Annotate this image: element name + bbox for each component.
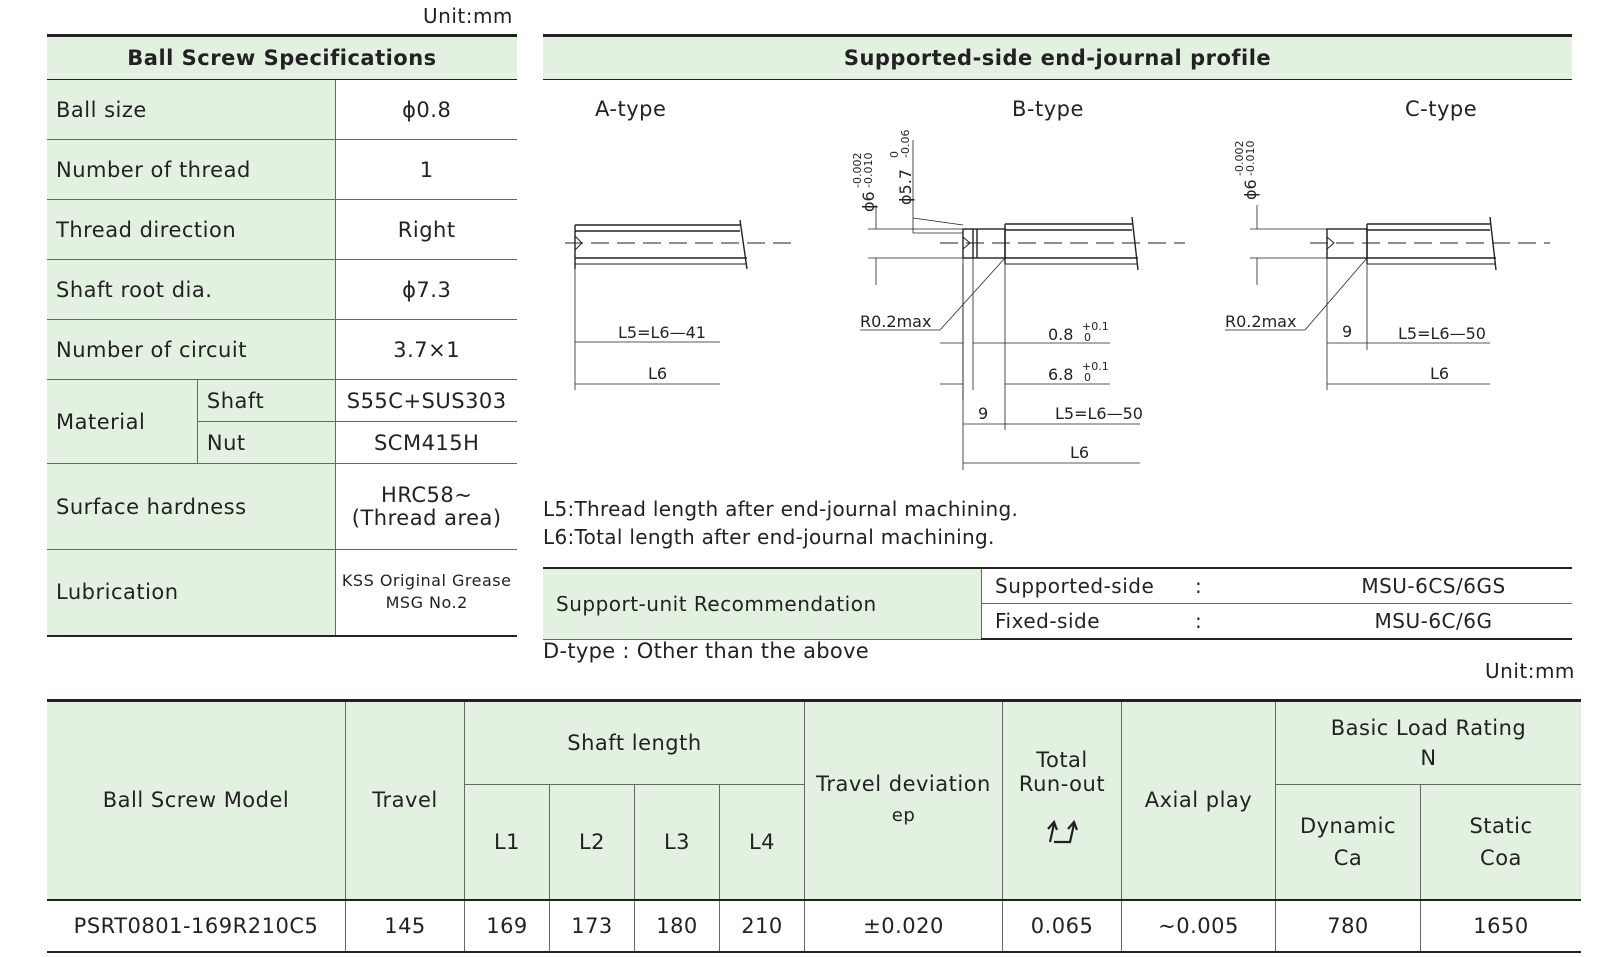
spec-title: Ball Screw Specifications <box>47 36 517 80</box>
c-dia1-tol-upper: -0.002 <box>1233 140 1246 176</box>
hardness-label: Surface hardness <box>47 464 336 550</box>
a-type-label: A-type <box>595 97 667 121</box>
support-colon: : <box>1195 568 1295 604</box>
cell-dynamic: 780 <box>1276 900 1421 952</box>
b-dim-68-tol2: 0 <box>1084 371 1091 384</box>
spec-value: ϕ0.8 <box>336 80 517 140</box>
header-static: Static <box>1469 813 1533 838</box>
profile-title: Supported-side end-journal profile <box>543 34 1572 80</box>
a-dim-l5: L5=L6—41 <box>618 323 706 342</box>
b-dia2: ϕ5.7 <box>896 169 915 205</box>
c-type-label: C-type <box>1405 97 1478 121</box>
c-dim-l6: L6 <box>1430 364 1450 383</box>
b-dim-l6: L6 <box>1070 443 1090 462</box>
material-shaft-label: Shaft <box>197 380 336 422</box>
b-dim-9: 9 <box>978 404 989 423</box>
b-radius: R0.2max <box>860 312 932 331</box>
cell-travel: 145 <box>346 900 465 952</box>
header-travel-dev-sym: ep <box>891 805 916 827</box>
c-type-shaft <box>1225 205 1550 390</box>
header-l1: L1 <box>465 785 550 900</box>
support-label: Support-unit Recommendation <box>543 568 982 639</box>
a-dim-l6: L6 <box>648 364 668 383</box>
model-table <box>47 699 1581 953</box>
table-row <box>47 900 1581 952</box>
cell-runout: 0.065 <box>1003 900 1122 952</box>
cell-l2: 173 <box>550 900 635 952</box>
spec-label: Shaft root dia. <box>47 260 336 320</box>
support-side: Supported-side <box>982 568 1196 604</box>
support-side: Fixed-side <box>982 604 1196 640</box>
material-label: Material <box>47 380 197 464</box>
header-runout-1: Total <box>1036 747 1088 772</box>
unit-label-bottom: Unit:mm <box>1485 659 1575 683</box>
header-load-unit: N <box>1420 746 1437 770</box>
spec-value: ϕ7.3 <box>336 260 517 320</box>
spec-value: Right <box>336 200 517 260</box>
b-type-label: B-type <box>1012 97 1084 121</box>
b-dim-08: 0.8 <box>1048 325 1074 344</box>
header-runout-2: Run-out <box>1018 771 1106 796</box>
b-dim-08-tol: +0.1 <box>1082 320 1109 333</box>
b-dim-68-tol: +0.1 <box>1082 360 1109 373</box>
cell-l1: 169 <box>465 900 550 952</box>
b-dim-68: 6.8 <box>1048 365 1074 384</box>
header-l4: L4 <box>720 785 805 900</box>
lubrication-value-1: KSS Original Grease <box>341 571 512 591</box>
cell-l4: 210 <box>720 900 805 952</box>
note-l5: L5:Thread length after end-journal machining. <box>543 497 1019 521</box>
b-dia2-tol-upper: 0 <box>888 151 901 158</box>
support-colon: : <box>1195 604 1295 640</box>
cell-static: 1650 <box>1421 900 1582 952</box>
c-dia1-tol-lower: -0.010 <box>1244 140 1257 176</box>
material-shaft-value: S55C+SUS303 <box>336 380 517 422</box>
header-dynamic: Dynamic <box>1299 813 1397 838</box>
header-axial: Axial play <box>1122 701 1276 900</box>
support-table <box>543 567 1572 640</box>
lubrication-label: Lubrication <box>47 550 336 636</box>
header-travel: Travel <box>346 701 465 900</box>
b-dia2-tol-lower: -0.06 <box>899 129 912 158</box>
spec-label: Thread direction <box>47 200 336 260</box>
header-load: Basic Load Rating <box>1330 716 1527 740</box>
header-static-sym: Coa <box>1480 845 1522 870</box>
c-dim-9: 9 <box>1342 322 1353 341</box>
header-shaft-length: Shaft length <box>465 701 805 785</box>
cell-l3: 180 <box>635 900 720 952</box>
b-dia1-tol-lower: -0.010 <box>862 152 875 188</box>
cell-model: PSRT0801-169R210C5 <box>47 900 346 952</box>
header-l2: L2 <box>550 785 635 900</box>
c-radius: R0.2max <box>1225 312 1297 331</box>
b-dia1-tol-upper: -0.002 <box>851 152 864 188</box>
c-dia1: ϕ6 <box>1241 179 1260 200</box>
dtype-note: D-type : Other than the above <box>543 639 870 663</box>
note-l6: L6:Total length after end-journal machining. <box>543 525 995 549</box>
material-nut-value: SCM415H <box>336 422 517 464</box>
header-dynamic-sym: Ca <box>1333 845 1363 870</box>
support-value: MSU-6CS/6GS <box>1295 568 1572 604</box>
hardness-value-1: HRC58~ <box>381 482 473 507</box>
spec-label: Number of circuit <box>47 320 336 380</box>
a-type-shaft <box>565 220 797 390</box>
support-value: MSU-6C/6G <box>1295 604 1572 640</box>
header-l3: L3 <box>635 785 720 900</box>
header-travel-dev: Travel deviation <box>816 772 991 797</box>
spec-label: Number of thread <box>47 140 336 200</box>
c-dim-l5: L5=L6—50 <box>1398 324 1486 343</box>
b-dim-l5: L5=L6—50 <box>1055 404 1143 423</box>
spec-label: Ball size <box>47 80 336 140</box>
material-nut-label: Nut <box>197 422 336 464</box>
hardness-value-2: (Thread area) <box>351 505 502 530</box>
cell-axial: ~0.005 <box>1122 900 1276 952</box>
header-model: Ball Screw Model <box>47 701 346 900</box>
runout-icon <box>1042 814 1082 848</box>
lubrication-value-2: MSG No.2 <box>385 593 468 613</box>
spec-value: 1 <box>336 140 517 200</box>
b-dia1: ϕ6 <box>859 191 878 212</box>
unit-label-top: Unit:mm <box>423 4 513 28</box>
spec-value: 3.7×1 <box>336 320 517 380</box>
b-dim-08-tol2: 0 <box>1084 331 1091 344</box>
cell-travel-dev: ±0.020 <box>805 900 1003 952</box>
